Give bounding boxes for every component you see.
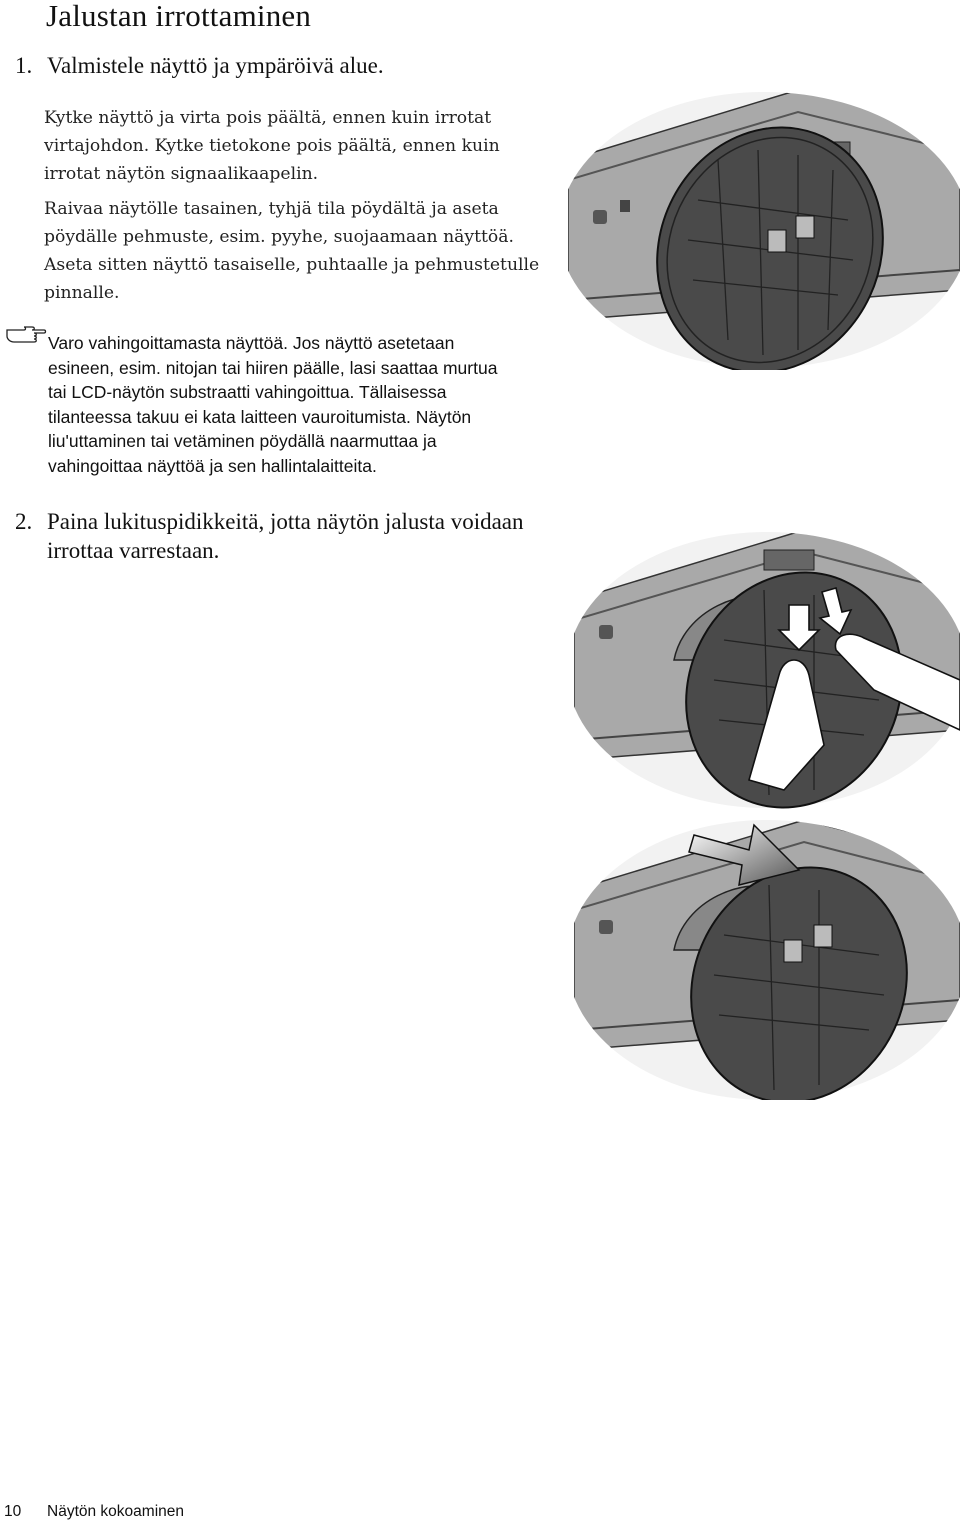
step-1-paragraph-2 — [44, 195, 564, 307]
note-line: vahingoittaa näyttöä ja sen hallintalaitteita. — [48, 455, 377, 476]
paragraph-line: Kytke näyttö ja virta pois päältä, ennen kuin irrotat — [44, 108, 492, 128]
step-2-number: 2. — [15, 509, 33, 534]
press-release-buttons-illustration — [574, 530, 960, 810]
step-2-heading-line: irrottaa varrestaan. — [47, 538, 220, 563]
step-1-heading-text: Valmistele näyttö ja ympäröivä alue. — [47, 53, 384, 78]
footer-section-name: Näytön kokoaminen — [47, 1503, 184, 1520]
paragraph-line: Raivaa näytölle tasainen, tyhjä tila pöydältä ja aseta — [44, 199, 499, 219]
note-line: esineen, esim. nitojan tai hiiren päälle, lasi saattaa murtua — [48, 357, 498, 378]
paragraph-line: pinnalle. — [44, 283, 120, 303]
note-line: liu'uttaminen tai vetäminen pöydällä naarmuttaa ja — [48, 431, 437, 451]
paragraph-line: irrotat näytön signaalikaapelin. — [44, 164, 319, 184]
paragraph-line: Aseta sitten näyttö tasaiselle, puhtaalle ja pehmustetulle — [44, 255, 540, 275]
step-2-heading — [15, 507, 567, 565]
page-title: Jalustan irrottaminen — [46, 0, 312, 33]
note-line: tai LCD-näytön substraatti vahingoittua. Tällaisessa — [48, 382, 447, 402]
warning-note — [48, 331, 568, 478]
step-1-heading — [15, 53, 384, 79]
slide-base-off-illustration — [574, 810, 960, 1100]
pointing-hand-icon — [4, 322, 48, 344]
footer-page-number: 10 — [4, 1503, 22, 1520]
stand-base-illustration — [568, 90, 960, 370]
note-line: tilanteessa takuu ei kata laitteen vauroitumista. Näytön — [48, 406, 472, 427]
paragraph-line: virtajohdon. Kytke tietokone pois päältä, ennen kuin — [44, 136, 500, 156]
paragraph-line: pöydälle pehmuste, esim. pyyhe, suojaamaan näyttöä. — [44, 227, 514, 247]
step-2-heading-line: Paina lukituspidikkeitä, jotta näytön jalusta voidaan — [47, 509, 524, 534]
note-line: Varo vahingoittamasta näyttöä. Jos näyttö asetetaan — [48, 333, 455, 353]
step-1-number: 1. — [15, 53, 33, 78]
step-1-paragraph-1 — [44, 104, 564, 188]
